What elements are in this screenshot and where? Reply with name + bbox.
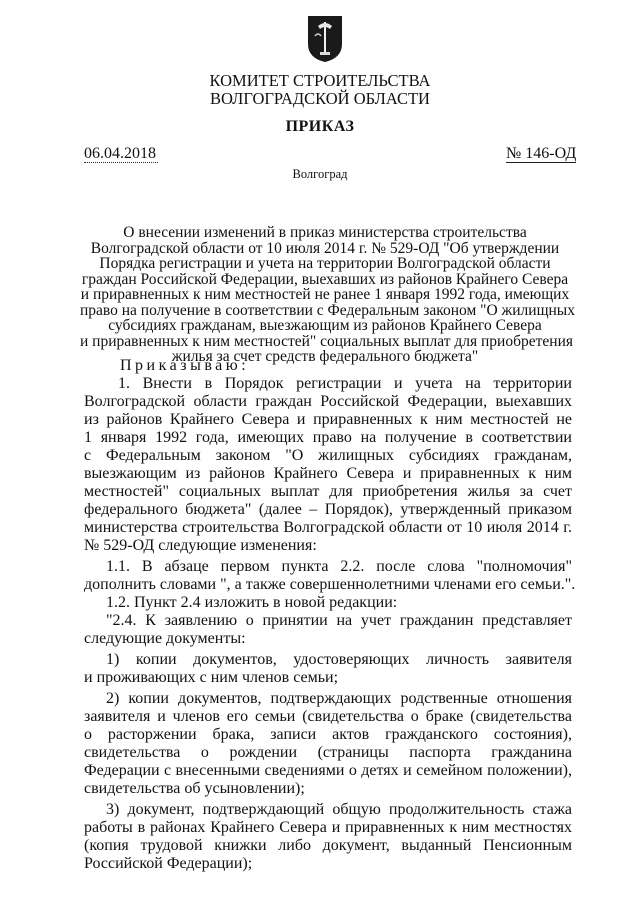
text-line: 1.1. В абзаце первом пункта 2.2. после слова "полномочия" bbox=[106, 558, 572, 575]
text-line: (копия трудовой книжки либо документ, выданный Пенсионным bbox=[84, 837, 572, 854]
text-line: о расторжении брака, записи актов гражданского состояния), bbox=[84, 726, 572, 743]
subject-line: О внесении изменений в приказ министерства строительства bbox=[123, 224, 527, 241]
item-3 bbox=[84, 801, 572, 873]
text-line: работы в районах Крайнего Севера и приравненных к ним местностях bbox=[84, 819, 572, 836]
text-line: министерства строительства Волгоградской области от 10 июля 2014 г. bbox=[84, 519, 572, 536]
subject-line: субсидиях гражданам, выезжающим из районов Крайнего Севера bbox=[108, 317, 542, 334]
text-line: 1. Внести в Порядок регистрации и учета на территории bbox=[118, 375, 572, 392]
prikazyvayu-heading: Приказываю: bbox=[120, 357, 250, 374]
item-2 bbox=[84, 690, 572, 798]
subject-line: граждан Российской Федерации, выехавших из районов Крайнего Севера bbox=[81, 270, 569, 288]
text-line: свидетельства об усыновлении); bbox=[84, 780, 305, 797]
subject-line: Волгоградской области от 10 июля 2014 г. № 529-ОД "Об утверждении bbox=[90, 239, 560, 257]
subject-line: право на получение в соответствии с Федеральным законом "О жилищных bbox=[80, 301, 575, 319]
document-date: 06.04.2018 bbox=[84, 145, 156, 162]
organization-name-line1: КОМИТЕТ СТРОИТЕЛЬСТВА bbox=[209, 71, 431, 90]
document-number: № 146-ОД bbox=[506, 145, 577, 162]
text-line: Российской Федерации); bbox=[84, 855, 253, 872]
text-line: заявителя и членов его семьи (свидетельства о браке (свидетельства bbox=[84, 708, 572, 725]
paragraph-2-4 bbox=[84, 612, 572, 648]
subject-line: жилья за счет средств федерального бюджета" bbox=[171, 348, 479, 365]
coat-of-arms-emblem bbox=[306, 14, 344, 64]
text-line: свидетельства о рождении (страницы паспорта гражданина bbox=[84, 744, 572, 761]
text-line: выезжающим из районов Крайнего Севера и приравненных к ним bbox=[84, 465, 572, 482]
text-line: дополнить словами ", а также совершеннолетними членами его семьи.". bbox=[84, 576, 576, 593]
text-line: Федерации с внесенными сведениями о детях и семейном положении), bbox=[84, 762, 572, 779]
subject-line: и приравненных к ним местностей" социальных выплат для приобретения bbox=[80, 332, 573, 350]
order-subject bbox=[80, 224, 575, 365]
paragraph-1-2: 1.2. Пункт 2.4 изложить в новой редакции: bbox=[106, 594, 398, 611]
text-line: № 529-ОД следующие изменения: bbox=[84, 537, 317, 554]
text-line: 3) документ, подтверждающий общую продолжительность стажа bbox=[106, 801, 572, 818]
text-line: Волгоградской области граждан Российской Федерации, выехавших bbox=[84, 393, 572, 410]
text-line: 1 января 1992 года, имеющих право на получение в соответствии bbox=[84, 429, 572, 446]
text-line: "2.4. К заявлению о принятии на учет гражданин представляет bbox=[106, 612, 572, 629]
text-line: следующие документы: bbox=[84, 630, 246, 647]
paragraph-1 bbox=[84, 375, 572, 555]
item-1 bbox=[84, 651, 572, 687]
text-line: федерального бюджета" (далее – Порядок), утвержденный приказом bbox=[84, 501, 572, 518]
text-line: из районов Крайнего Севера и приравненных к ним местностей не bbox=[84, 411, 572, 428]
paragraph-1-1 bbox=[84, 558, 576, 594]
text-line: 2) копии документов, подтверждающих родственные отношения bbox=[106, 690, 572, 707]
text-line: с Федеральным законом "О жилищных субсидиях гражданам, bbox=[84, 447, 572, 464]
text-line: местностей" социальных выплат для приобретения жилья за счет bbox=[84, 483, 572, 500]
subject-line: и приравненных к ним местностей не ранее 1 января 1992 года, имеющих bbox=[80, 286, 570, 303]
organization-name-line2: ВОЛГОГРАДСКОЙ ОБЛАСТИ bbox=[210, 89, 430, 108]
text-line: 1) копии документов, удостоверяющих личность заявителя bbox=[106, 651, 572, 668]
text-line: и проживающих с ним членов семьи; bbox=[84, 669, 339, 686]
document-city: Волгоград bbox=[292, 167, 348, 181]
document-type-title: ПРИКАЗ bbox=[285, 118, 355, 135]
subject-line: Порядка регистрации и учета на территории Волгоградской области bbox=[99, 255, 551, 272]
order-body bbox=[84, 357, 576, 873]
